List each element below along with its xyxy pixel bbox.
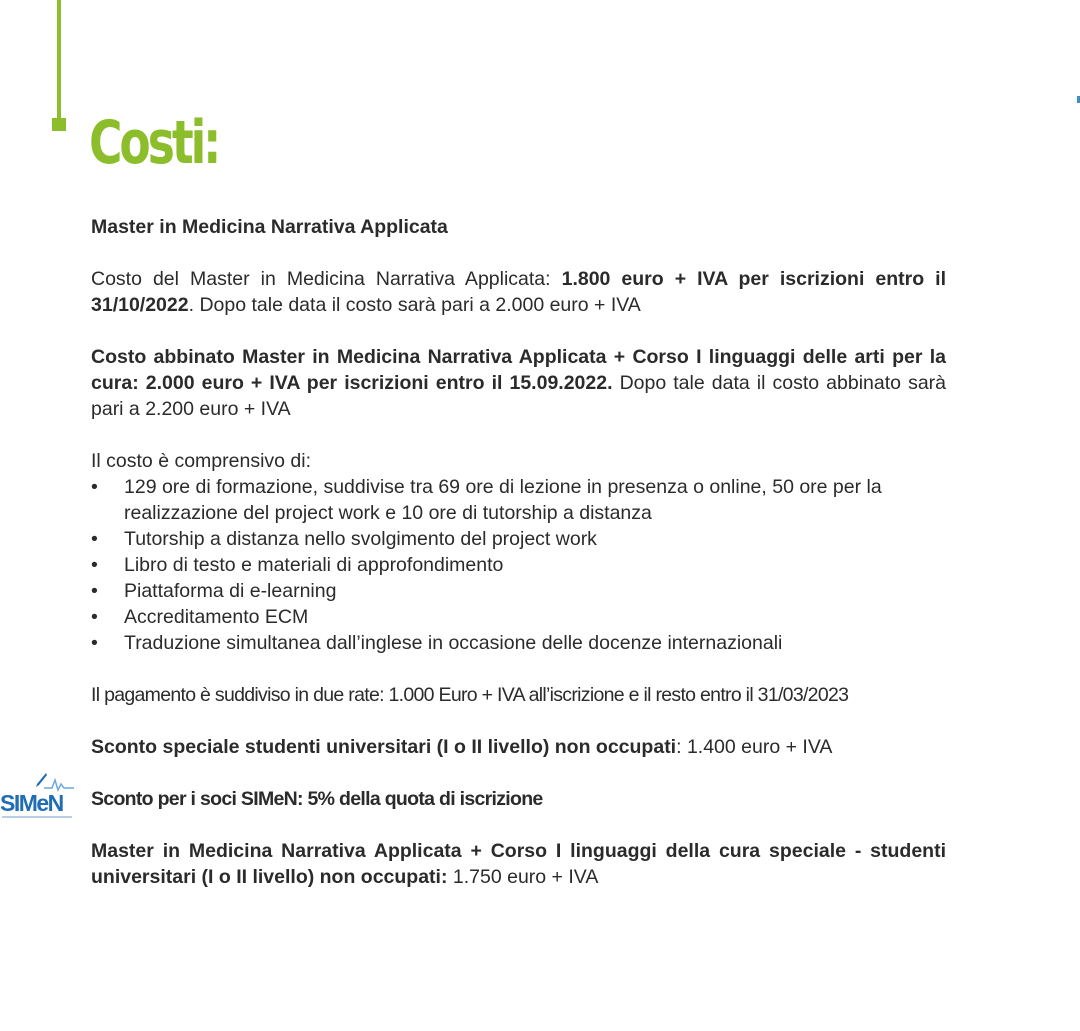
- combined-cost-paragraph: [91, 344, 946, 422]
- list-item: • Piattaforma di e-learning: [91, 578, 946, 604]
- list-item: • Traduzione simultanea dall’inglese in occasione delle docenze internazionali: [91, 630, 946, 656]
- simen-discount-text: Sconto per i soci SIMeN: 5% della quota di iscrizione: [91, 788, 543, 810]
- includes-list: [91, 474, 946, 656]
- logo-underline: [2, 816, 72, 818]
- simen-discount-row: [0, 786, 946, 816]
- master-cost-intro: Costo del Master in Medicina Narrativa Applicata:: [91, 268, 562, 290]
- list-item: • Tutorship a distanza nello svolgimento del project work: [91, 526, 946, 552]
- master-heading: Master in Medicina Narrativa Applicata: [91, 216, 448, 238]
- special-combined-paragraph: [91, 838, 946, 890]
- includes-intro: Il costo è comprensivo di:: [91, 450, 312, 472]
- combined-cost-bold: Costo abbinato Master in Medicina Narrativa Applicata + Corso I linguaggi delle arti per la cura: 2.000 euro + IVA per iscrizioni entro il 15.09.2022.: [91, 346, 946, 394]
- decorative-green-line: [57, 0, 61, 118]
- student-discount: [91, 734, 946, 760]
- list-item: • Accreditamento ECM: [91, 604, 946, 630]
- special-combined-after: 1.750 euro + IVA: [447, 866, 599, 888]
- master-cost-bold: 1.800 euro + IVA per iscrizioni entro il 31/10/2022: [91, 268, 946, 316]
- decorative-green-square: [52, 118, 66, 131]
- payment-text: Il pagamento è suddiviso in due rate: 1.000 Euro + IVA all’iscrizione e il resto entro il 31/03/2023: [91, 684, 849, 706]
- combined-cost-after: Dopo tale data il costo abbinato sarà pari a 2.200 euro + IVA: [91, 372, 947, 420]
- page-title: Costi:: [89, 108, 219, 178]
- simen-logo: [0, 772, 76, 824]
- special-combined-bold: Master in Medicina Narrativa Applicata + Corso I linguaggi della cura speciale - studenti universitari (I o II livello) non occupati:: [91, 840, 946, 888]
- student-discount-after: : 1.400 euro + IVA: [676, 736, 833, 758]
- master-cost-paragraph: [91, 266, 946, 318]
- list-item: • 129 ore di formazione, suddivise tra 69 ore di lezione in presenza o online, 50 ore per la realizzazione del project work e 10 ore di tutorship a distanza: [91, 474, 946, 526]
- simen-logo-text: SIMeN: [0, 790, 63, 816]
- master-cost-after: . Dopo tale data il costo sarà pari a 2.000 euro + IVA: [188, 294, 641, 316]
- content: [0, 214, 947, 890]
- student-discount-bold: Sconto speciale studenti universitari (I o II livello) non occupati: [91, 736, 677, 758]
- list-item: • Libro di testo e materiali di approfondimento: [91, 552, 946, 578]
